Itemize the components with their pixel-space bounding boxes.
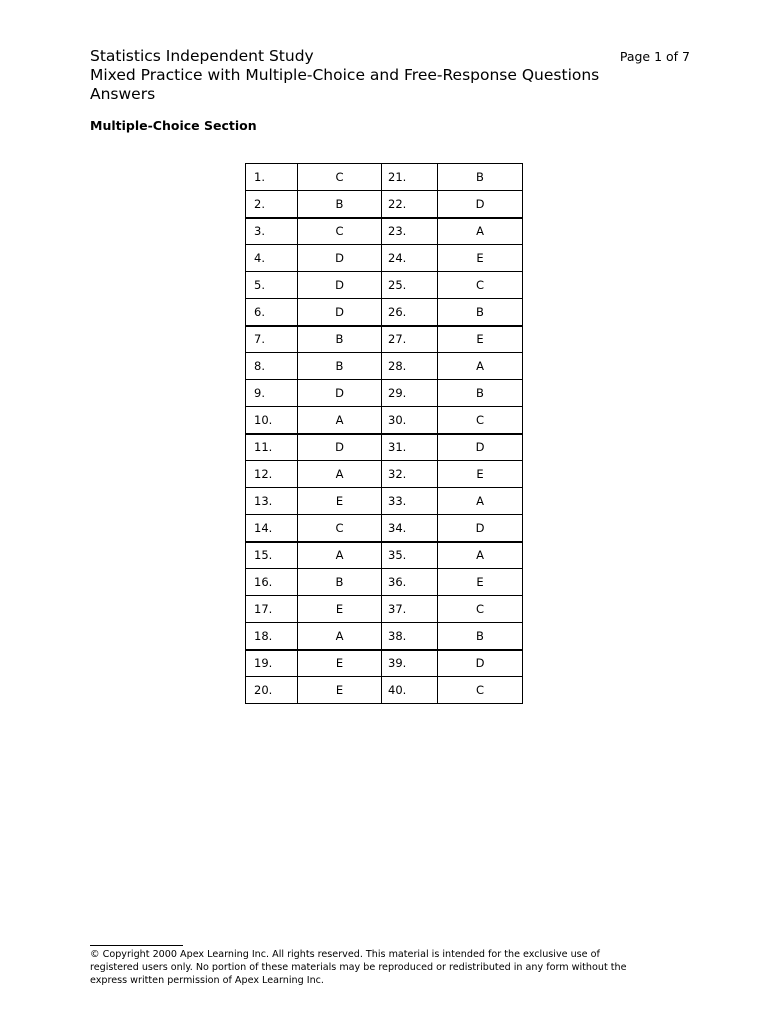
answer-letter: D (298, 245, 382, 272)
answer-letter: B (438, 164, 523, 191)
answer-letter: D (298, 272, 382, 299)
question-number: 3. (246, 218, 298, 245)
table-row (246, 434, 523, 461)
answer-letter: C (298, 218, 382, 245)
table-row (246, 650, 523, 677)
question-number: 38. (382, 623, 438, 650)
question-number: 27. (382, 326, 438, 353)
answer-letter: E (438, 245, 523, 272)
table-row (246, 461, 523, 488)
question-number: 8. (246, 353, 298, 380)
answer-letter: A (438, 542, 523, 569)
table-row (246, 380, 523, 407)
question-number: 39. (382, 650, 438, 677)
question-number: 4. (246, 245, 298, 272)
answer-letter: C (438, 677, 523, 704)
question-number: 25. (382, 272, 438, 299)
question-number: 7. (246, 326, 298, 353)
copyright-line-1: © Copyright 2000 Apex Learning Inc. All rights reserved. This material is intended for the exclusive use of (90, 949, 600, 960)
answer-letter: D (298, 299, 382, 326)
question-number: 35. (382, 542, 438, 569)
table-row (246, 596, 523, 623)
question-number: 29. (382, 380, 438, 407)
answer-letter: E (438, 326, 523, 353)
answer-letter: A (438, 218, 523, 245)
answer-letter: E (298, 677, 382, 704)
answer-key-table (245, 163, 523, 704)
answer-letter: B (438, 623, 523, 650)
table-row (246, 542, 523, 569)
answer-letter: A (438, 353, 523, 380)
table-row (246, 218, 523, 245)
answer-letter: E (438, 461, 523, 488)
question-number: 40. (382, 677, 438, 704)
table-row (246, 488, 523, 515)
question-number: 1. (246, 164, 298, 191)
question-number: 34. (382, 515, 438, 542)
answer-letter: D (438, 434, 523, 461)
question-number: 10. (246, 407, 298, 434)
table-row (246, 407, 523, 434)
answer-letter: E (298, 596, 382, 623)
answer-letter: D (298, 380, 382, 407)
answer-letter: B (298, 569, 382, 596)
question-number: 26. (382, 299, 438, 326)
question-number: 21. (382, 164, 438, 191)
table-row (246, 677, 523, 704)
answer-letter: D (438, 515, 523, 542)
copyright-footnote (90, 948, 680, 987)
footnote-divider (90, 945, 183, 946)
answer-letter: C (438, 272, 523, 299)
table-row (246, 515, 523, 542)
question-number: 37. (382, 596, 438, 623)
question-number: 9. (246, 380, 298, 407)
question-number: 2. (246, 191, 298, 218)
question-number: 30. (382, 407, 438, 434)
question-number: 16. (246, 569, 298, 596)
answer-letter: A (298, 623, 382, 650)
answer-letter: A (298, 461, 382, 488)
answer-letter: B (438, 299, 523, 326)
answer-letter: A (438, 488, 523, 515)
question-number: 36. (382, 569, 438, 596)
question-number: 20. (246, 677, 298, 704)
table-row (246, 299, 523, 326)
question-number: 19. (246, 650, 298, 677)
answer-letter: B (298, 353, 382, 380)
table-row (246, 272, 523, 299)
question-number: 12. (246, 461, 298, 488)
question-number: 13. (246, 488, 298, 515)
question-number: 17. (246, 596, 298, 623)
question-number: 24. (382, 245, 438, 272)
copyright-line-3: express written permission of Apex Learning Inc. (90, 975, 324, 986)
answer-letter: C (298, 515, 382, 542)
answer-letter: B (438, 380, 523, 407)
answer-letter: A (298, 542, 382, 569)
question-number: 23. (382, 218, 438, 245)
document-title: Statistics Independent Study (90, 47, 314, 65)
answer-letter: D (298, 434, 382, 461)
answer-letter: B (298, 191, 382, 218)
answer-letter: C (438, 596, 523, 623)
question-number: 5. (246, 272, 298, 299)
table-row (246, 245, 523, 272)
question-number: 28. (382, 353, 438, 380)
question-number: 31. (382, 434, 438, 461)
question-number: 6. (246, 299, 298, 326)
table-row (246, 326, 523, 353)
question-number: 33. (382, 488, 438, 515)
table-row (246, 569, 523, 596)
document-subtitle: Mixed Practice with Multiple-Choice and Free-Response Questions (90, 66, 600, 84)
question-number: 11. (246, 434, 298, 461)
copyright-line-2: registered users only. No portion of these materials may be reproduced or redistributed in any form without the (90, 962, 627, 973)
question-number: 22. (382, 191, 438, 218)
document-header (90, 47, 690, 104)
answer-letter: B (298, 326, 382, 353)
table-row (246, 164, 523, 191)
answer-letter: C (438, 407, 523, 434)
question-number: 18. (246, 623, 298, 650)
answer-letter: D (438, 650, 523, 677)
question-number: 32. (382, 461, 438, 488)
question-number: 15. (246, 542, 298, 569)
question-number: 14. (246, 515, 298, 542)
table-row (246, 191, 523, 218)
answer-letter: A (298, 407, 382, 434)
answer-letter: C (298, 164, 382, 191)
table-row (246, 623, 523, 650)
page-number: Page 1 of 7 (619, 49, 690, 64)
answer-letter: E (298, 488, 382, 515)
section-title: Multiple-Choice Section (90, 118, 257, 133)
answer-letter: E (298, 650, 382, 677)
document-subtitle-answers: Answers (90, 85, 156, 103)
answer-letter: D (438, 191, 523, 218)
table-row (246, 353, 523, 380)
answer-letter: E (438, 569, 523, 596)
